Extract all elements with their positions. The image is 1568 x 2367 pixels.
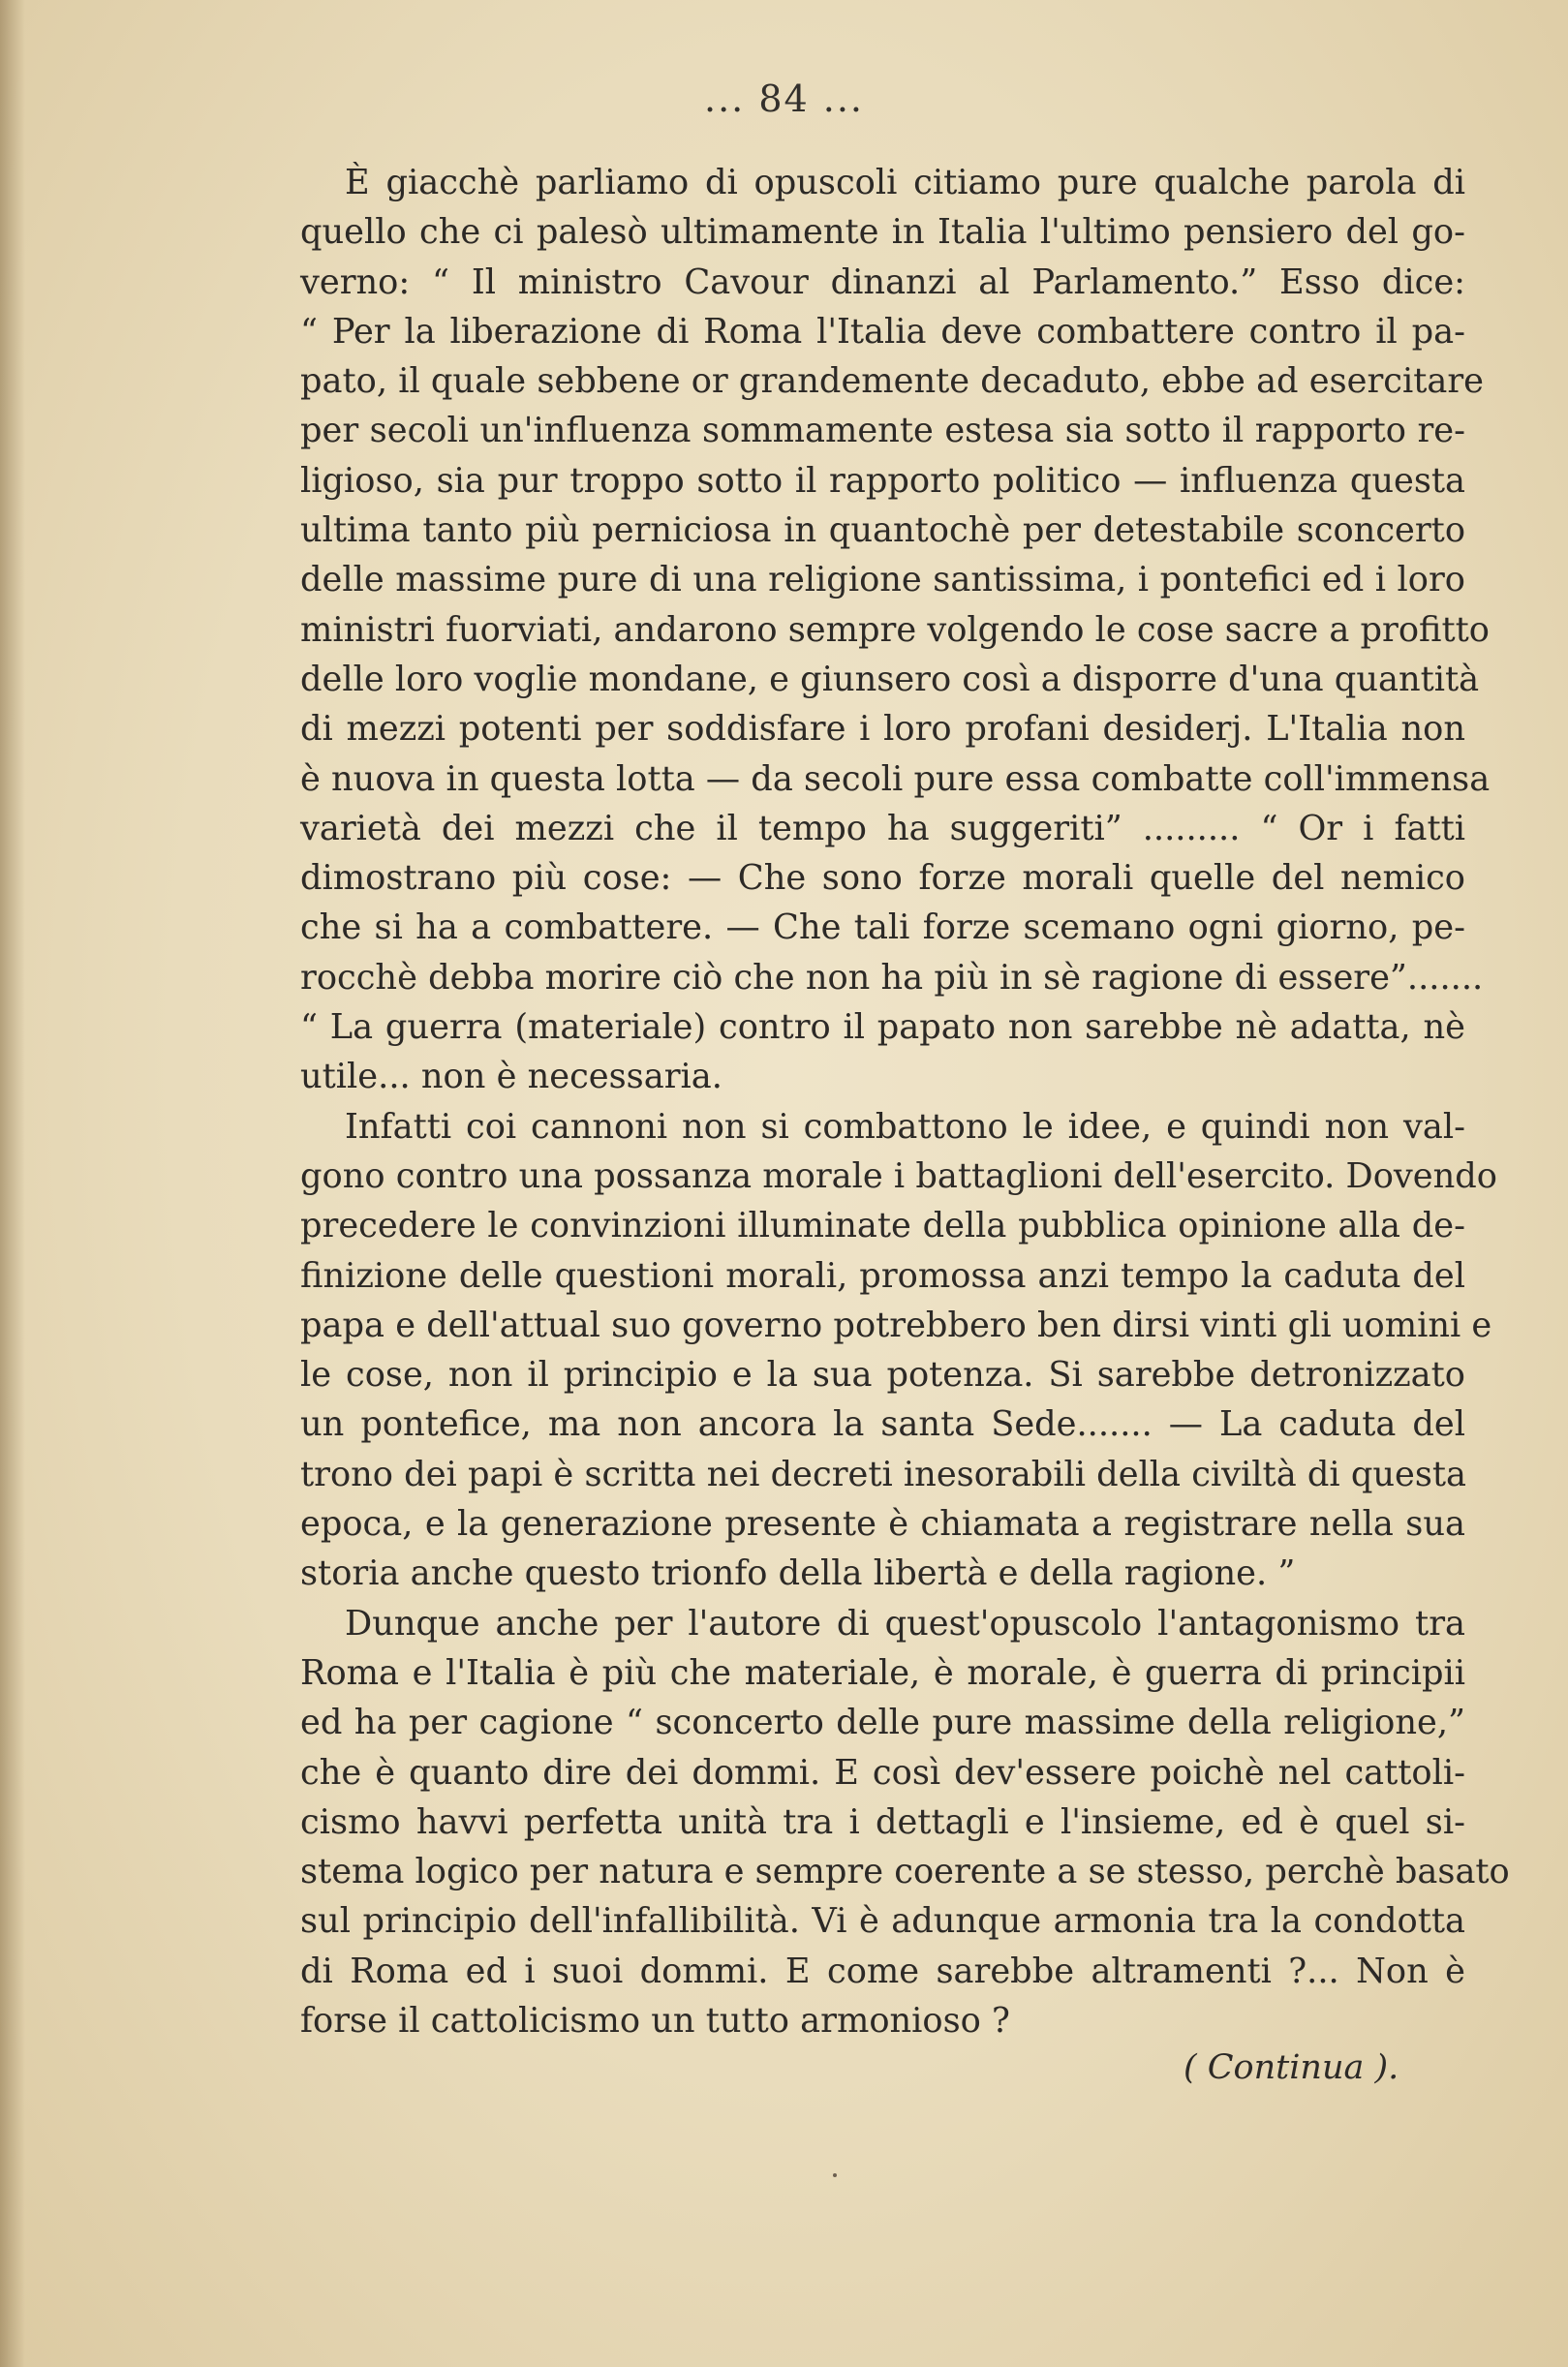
page-edge-shadow bbox=[0, 0, 25, 2367]
text-line: ministri fuorviati, andarono sempre volgendo le cose sacre a profitto bbox=[300, 609, 1490, 650]
text-line: è nuova in questa lotta — da secoli pure essa combatte coll'immensa bbox=[300, 758, 1491, 799]
paragraph-1 bbox=[300, 158, 1491, 1102]
text-line: delle massime pure di una religione santissima, i pontefici ed i loro bbox=[300, 560, 1465, 600]
text-line: ed ha per cagione “ sconcerto delle pure massime della religione,” bbox=[300, 1703, 1465, 1743]
text-line: utile... non è necessaria. bbox=[300, 1057, 723, 1097]
text-line: ultima tanto più perniciosa in quantochè per detestabile sconcerto bbox=[300, 510, 1465, 551]
text-line: rocchè debba morire ciò che non ha più in sè ragione di essere”....... bbox=[300, 957, 1484, 998]
text-line: cismo havvi perfetta unità tra i dettagli e l'insieme, ed è quel si- bbox=[300, 1801, 1465, 1842]
text-line: varietà dei mezzi che il tempo ha suggeriti” ......... “ Or i fatti bbox=[300, 808, 1465, 848]
text-line: un pontefice, ma non ancora la santa Sede....... — La caduta del bbox=[300, 1404, 1465, 1445]
text-line: sul principio dell'infallibilità. Vi è adunque armonia tra la condotta bbox=[300, 1901, 1465, 1942]
text-line: Dunque anche per l'autore di quest'opuscolo l'antagonismo tra bbox=[345, 1603, 1465, 1644]
text-line: precedere le convinzioni illuminate della pubblica opinione alla de- bbox=[300, 1206, 1465, 1246]
text-line: “ La guerra (materiale) contro il papato non sarebbe nè adatta, nè bbox=[300, 1007, 1465, 1048]
text-line: papa e dell'attual suo governo potrebbero ben dirsi vinti gli uomini e bbox=[300, 1305, 1492, 1345]
continued-note: ( Continua ). bbox=[1184, 2048, 1399, 2087]
paragraph-3 bbox=[300, 1599, 1510, 2046]
text-line: forse il cattolicismo un tutto armonioso ? bbox=[300, 2000, 1010, 2041]
text-line: finizione delle questioni morali, promossa anzi tempo la caduta del bbox=[300, 1255, 1465, 1296]
page-number: ... 84 ... bbox=[704, 77, 864, 120]
text-line: le cose, non il principio e la sua potenza. Si sarebbe detronizzato bbox=[300, 1355, 1465, 1396]
text-line: Roma e l'Italia è più che materiale, è morale, è guerra di principii bbox=[300, 1652, 1465, 1693]
paper-speck bbox=[833, 2173, 837, 2177]
text-line: pato, il quale sebbene or grandemente decaduto, ebbe ad esercitare bbox=[300, 361, 1485, 402]
text-line: dimostrano più cose: — Che sono forze morali quelle del nemico bbox=[300, 858, 1465, 899]
text-line: verno: “ Il ministro Cavour dinanzi al Parlamento.” Esso dice: bbox=[300, 261, 1465, 302]
text-line: quello che ci palesò ultimamente in Italia l'ultimo pensiero del go- bbox=[300, 212, 1465, 253]
text-line: per secoli un'influenza sommamente estesa sia sotto il rapporto re- bbox=[300, 411, 1465, 451]
text-line: ligioso, sia pur troppo sotto il rapporto politico — influenza questa bbox=[300, 460, 1465, 501]
text-line: epoca, e la generazione presente è chiamata a registrare nella sua bbox=[300, 1504, 1465, 1545]
paragraph-2 bbox=[300, 1102, 1497, 1599]
text-line: gono contro una possanza morale i battaglioni dell'esercito. Dovendo bbox=[300, 1155, 1497, 1196]
text-line: trono dei papi è scritta nei decreti inesorabili della civiltà di questa bbox=[300, 1454, 1467, 1494]
text-line: “ Per la liberazione di Roma l'Italia deve combattere contro il pa- bbox=[300, 311, 1465, 352]
body-text bbox=[300, 158, 1510, 2045]
text-line: storia anche questo trionfo della libertà e della ragione. ” bbox=[300, 1553, 1296, 1594]
text-line: stema logico per natura e sempre coerente a se stesso, perchè basato bbox=[300, 1852, 1510, 1892]
text-line: che è quanto dire dei dommi. E così dev'essere poichè nel cattoli- bbox=[300, 1752, 1465, 1793]
text-line: È giacchè parliamo di opuscoli citiamo pure qualche parola di bbox=[345, 163, 1465, 202]
text-line: Infatti coi cannoni non si combattono le idee, e quindi non val- bbox=[345, 1106, 1465, 1147]
text-line: che si ha a combattere. — Che tali forze scemano ogni giorno, pe- bbox=[300, 907, 1465, 948]
text-line: di Roma ed i suoi dommi. E come sarebbe altramenti ?... Non è bbox=[300, 1951, 1465, 1991]
text-line: di mezzi potenti per soddisfare i loro profani desiderj. L'Italia non bbox=[300, 709, 1465, 750]
text-line: delle loro voglie mondane, e giunsero così a disporre d'una quantità bbox=[300, 659, 1480, 699]
